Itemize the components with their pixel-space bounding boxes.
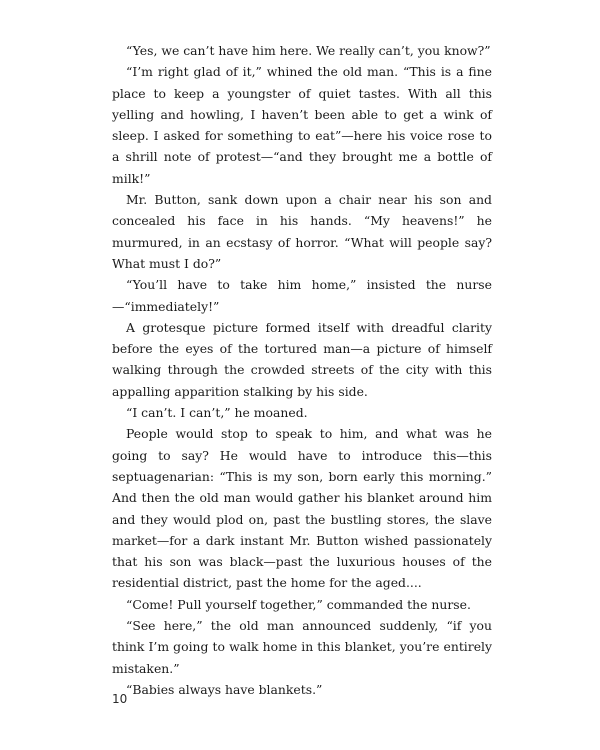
- paragraph: A grotesque picture formed itself with dreadful clarity before the eyes of the tortured man—a picture of himself walking through the crowded streets of the city with this appalling apparition stalking by his side.: [112, 319, 492, 399]
- paragraph: “I can’t. I can’t,” he moaned.: [126, 405, 308, 421]
- paragraph: “Babies always have blankets.”: [126, 681, 323, 697]
- paragraph: People would stop to speak to him, and what was he going to say? He would have to introduce this—this septuagenarian: “This is my son, born early this morning.” And then the old man would gather his blanket around him and they would plod on, past the bustling stores, the slave market—for a dark instant Mr. Button wished passionately that his son was black—past the luxurious houses of the residential district, past the home for the aged....: [112, 426, 492, 591]
- paragraph: Mr. Button, sank down upon a chair near his son and concealed his face in his hands. “My heavens!” he murmured, in an ecstasy of horror. “What will people say? What must I do?”: [112, 192, 492, 271]
- paragraph: “Come! Pull yourself together,” commanded the nurse.: [126, 596, 471, 612]
- paragraph: “See here,” the old man announced suddenly, “if you think I’m going to walk home in this blanket, you’re entirely mistaken.”: [112, 618, 492, 676]
- paragraph: “I’m right glad of it,” whined the old man. “This is a fine place to keep a youngster of quiet tastes. With all this yelling and howling, I haven’t been able to get a wink of sleep. I asked for something to eat”—here his voice rose to a shrill note of protest—“and they brought me a bottle of milk!”: [112, 64, 492, 186]
- paragraph: “You’ll have to take him home,” insisted the nurse—“immediately!”: [112, 277, 492, 314]
- page-number: 10: [112, 692, 128, 706]
- paragraph: “Yes, we can’t have him here. We really can’t, you know?”: [126, 43, 491, 58]
- body-text: [112, 40, 492, 700]
